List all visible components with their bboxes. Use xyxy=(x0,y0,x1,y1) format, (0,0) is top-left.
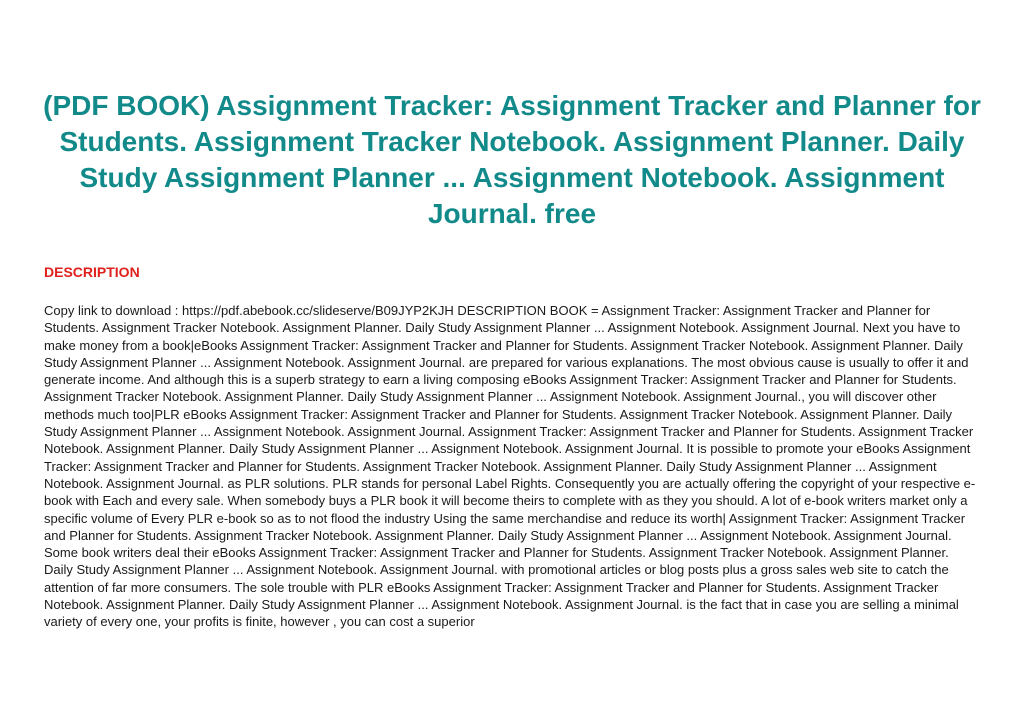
description-heading: DESCRIPTION xyxy=(44,264,140,280)
description-body: Copy link to download : https://pdf.abebook.cc/slideserve/B09JYP2KJH DESCRIPTION BOOK = Assignment Tracker: Assignment Tracker and Planner for Students. Assignment Tracker Notebook. Assignment Planner. Daily Study Assignment Planner ... Assignment Notebook. Assignment Journal. Next you have to make money from a book|eBooks Assignment Tracker: Assignment Tracker and Planner for Students. Assignment Tracker Notebook. Assignment Planner. Daily Study Assignment Planner ... Assignment Notebook. Assignment Journal. are prepared for various explanations. The most obvious cause is usually to offer it and generate income. And although this is a superb strategy to earn a living composing eBooks Assignment Tracker: Assignment Tracker and Planner for Students. Assignment Tracker Notebook. Assignment Planner. Daily Study Assignment Planner ... Assignment Notebook. Assignment Journal., you will discover other methods much too|PLR eBooks Assignment Tracker: Assignment Tracker and Planner for Students. Assignment Tracker Notebook. Assignment Planner. Daily Study Assignment Planner ... Assignment Notebook. Assignment Journal. Assignment Tracker: Assignment Tracker and Planner for Students. Assignment Tracker Notebook. Assignment Planner. Daily Study Assignment Planner ... Assignment Notebook. Assignment Journal. It is possible to promote your eBooks Assignment Tracker: Assignment Tracker and Planner for Students. Assignment Tracker Notebook. Assignment Planner. Daily Study Assignment Planner ... Assignment Notebook. Assignment Journal. as PLR solutions. PLR stands for personal Label Rights. Consequently you are actually offering the copyright of your respective e-book with Each and every sale. When somebody buys a PLR book it will become theirs to complete with as they you should. A lot of e-book writers market only a specific volume of Every PLR e-book so as to not flood the industry Using the same merchandise and reduce its worth| Assignment Tracker: Assignment Tracker and Planner for Students. Assignment Tracker Notebook. Assignment Planner. Daily Study Assignment Planner ... Assignment Notebook. Assignment Journal. Some book writers deal their eBooks Assignment Tracker: Assignment Tracker and Planner for Students. Assignment Tracker Notebook. Assignment Planner. Daily Study Assignment Planner ... Assignment Notebook. Assignment Journal. with promotional articles or blog posts plus a gross sales web site to catch the attention of far more consumers. The sole trouble with PLR eBooks Assignment Tracker: Assignment Tracker and Planner for Students. Assignment Tracker Notebook. Assignment Planner. Daily Study Assignment Planner ... Assignment Notebook. Assignment Journal. is the fact that in case you are selling a minimal variety of every one, your profits is finite, however , you can cost a superior xyxy=(44,303,976,630)
document-title: (PDF BOOK) Assignment Tracker: Assignment Tracker and Planner for Students. Assignment Tracker Notebook. Assignment Planner. Daily Study Assignment Planner ... Assignment Notebook. Assignment Journal. free xyxy=(43,90,981,229)
